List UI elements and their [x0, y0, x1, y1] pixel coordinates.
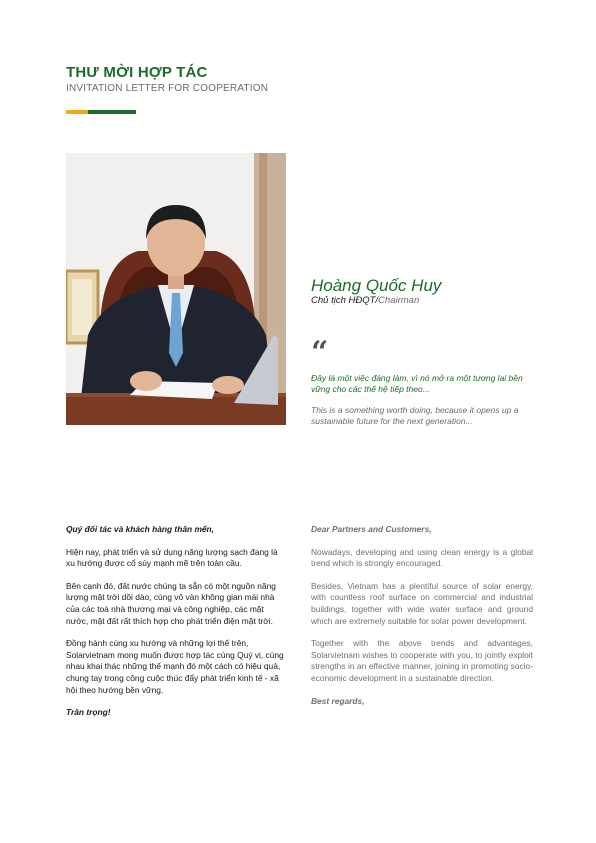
closing-vn: Trân trọng! [66, 707, 111, 718]
accent-bar-green [88, 110, 136, 114]
paragraph-vn: Hiện nay, phát triển và sử dụng năng lượng sạch đang là xu hướng được cổ súy mạnh mẽ trên toàn cầu. [66, 546, 278, 569]
letter-en [311, 524, 533, 718]
chairman-name: Hoàng Quốc Huy [311, 276, 442, 295]
quote-en: This is a something worth doing, because it opens up a sustainable future for the next generation... [311, 405, 519, 427]
paragraph-en: Nowadays, developing and using clean energy is a global trend which is strongly encouraged. [311, 546, 533, 569]
accent-bar-orange [66, 110, 88, 114]
paragraph-vn: Đồng hành cùng xu hướng và những lợi thế trên, Solarvietnam mong muốn được hợp tác cùng Quý vị, cùng nhau khai thác những thế mạnh đó một cách có hiệu quả, chung tay trong công cuộc thúc đẩy phát triển kinh tế - xã hội theo hướng bền vững. [66, 638, 284, 695]
title-en: INVITATION LETTER FOR COOPERATION [66, 83, 269, 94]
greeting-en: Dear Partners and Customers, [311, 524, 432, 534]
quote-vn: Đây là một việc đáng làm, vì nó mở ra một tương lai bền vững cho các thế hệ tiếp theo... [311, 373, 523, 395]
quote-icon: “ [311, 335, 329, 370]
paragraph-en: Together with the above trends and advantages, Solarvietnam wishes to cooperate with you, to jointly exploit strengths in an effective manner, joining in promoting socio-economic development in a sustainable direction. [311, 638, 533, 683]
closing-en: Best regards, [311, 695, 365, 706]
chairman-role-en: Chairman [378, 295, 420, 306]
chairman-role [311, 295, 419, 306]
greeting-vn: Quý đối tác và khách hàng thân mến, [66, 524, 214, 534]
chairman-role-vn: Chủ tịch HĐQT/ [311, 295, 379, 306]
letter-vn [66, 524, 288, 730]
title-vn: THƯ MỜI HỢP TÁC [66, 64, 208, 81]
chairman-photo [66, 153, 286, 425]
paragraph-en: Besides, Vietnam has a plentiful source of solar energy, with countless roof surface on commercial and industrial buildings, together with wide water surface and ground which are extremely suitable for solar power development. [311, 580, 533, 626]
paragraph-vn: Bên cạnh đó, đất nước chúng ta sẵn có một nguồn năng lượng mặt trời dồi dào, cùng vô vàn không gian mái nhà của các toà nhà thương mại và công nghiệp, các mặt nước, mặt đất rất thích hợp cho phát triển điện mặt trời. [66, 580, 276, 626]
